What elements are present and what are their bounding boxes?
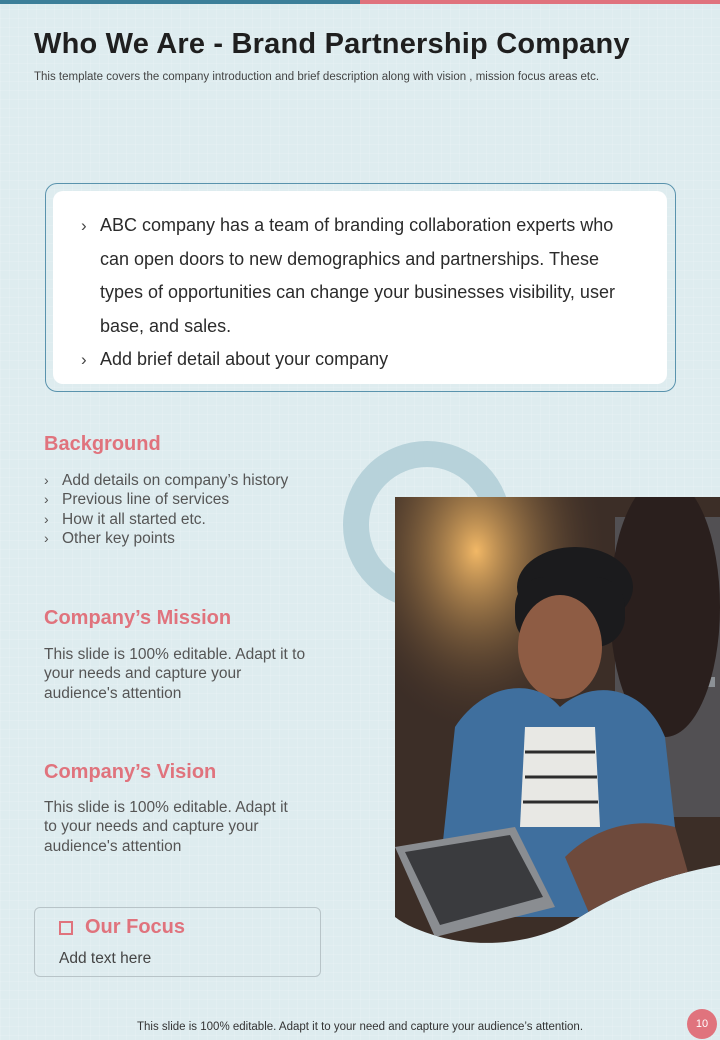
- chevron-right-icon: ›: [81, 216, 87, 235]
- intro-item: [81, 209, 637, 343]
- intro-item-text: ABC company has a team of branding collaboration experts who can open doors to new demographics and partnerships. These types of opportunities can change your businesses visibility, user base, and sales.: [100, 215, 615, 336]
- vision-heading: Company’s Vision: [44, 761, 217, 783]
- footer-note: This slide is 100% editable. Adapt it to your need and capture your audience’s attention.: [136, 1021, 584, 1033]
- page-subtitle: This template covers the company introduction and brief description along with vision , mission focus areas etc.: [34, 71, 600, 83]
- chevron-right-icon: ›: [44, 510, 49, 527]
- focus-heading: Our Focus: [59, 916, 185, 939]
- list-item: › Add details on company’s history: [44, 472, 289, 489]
- focus-box: [34, 907, 321, 977]
- team-photo: [395, 497, 720, 947]
- top-accent-bar-blue: [0, 0, 360, 4]
- list-item: › Previous line of services: [44, 491, 230, 509]
- list-item: › Other key points: [44, 529, 175, 547]
- background-heading: Background: [44, 433, 161, 455]
- vision-text: This slide is 100% editable. Adapt it to your needs and capture your audience's attention: [44, 799, 288, 855]
- background-list: [44, 471, 288, 548]
- chevron-right-icon: ›: [81, 350, 87, 369]
- chevron-right-icon: ›: [44, 491, 49, 508]
- chevron-right-icon: ›: [44, 529, 49, 546]
- page-title: Who We Are - Brand Partnership Company: [34, 28, 630, 60]
- focus-text: Add text here: [59, 950, 152, 967]
- intro-item-text: Add brief detail about your company: [100, 349, 389, 369]
- top-accent-bar-pink: [360, 0, 720, 4]
- mission-heading: Company’s Mission: [44, 607, 232, 629]
- intro-item: [81, 343, 637, 377]
- mission-text: This slide is 100% editable. Adapt it to your needs and capture your audience's attention: [44, 646, 306, 702]
- chevron-right-icon: ›: [44, 472, 49, 488]
- page-number: 10: [687, 1009, 717, 1039]
- checkbox-icon: [59, 921, 73, 935]
- intro-card: [53, 191, 667, 384]
- list-item: › How it all started etc.: [44, 510, 206, 528]
